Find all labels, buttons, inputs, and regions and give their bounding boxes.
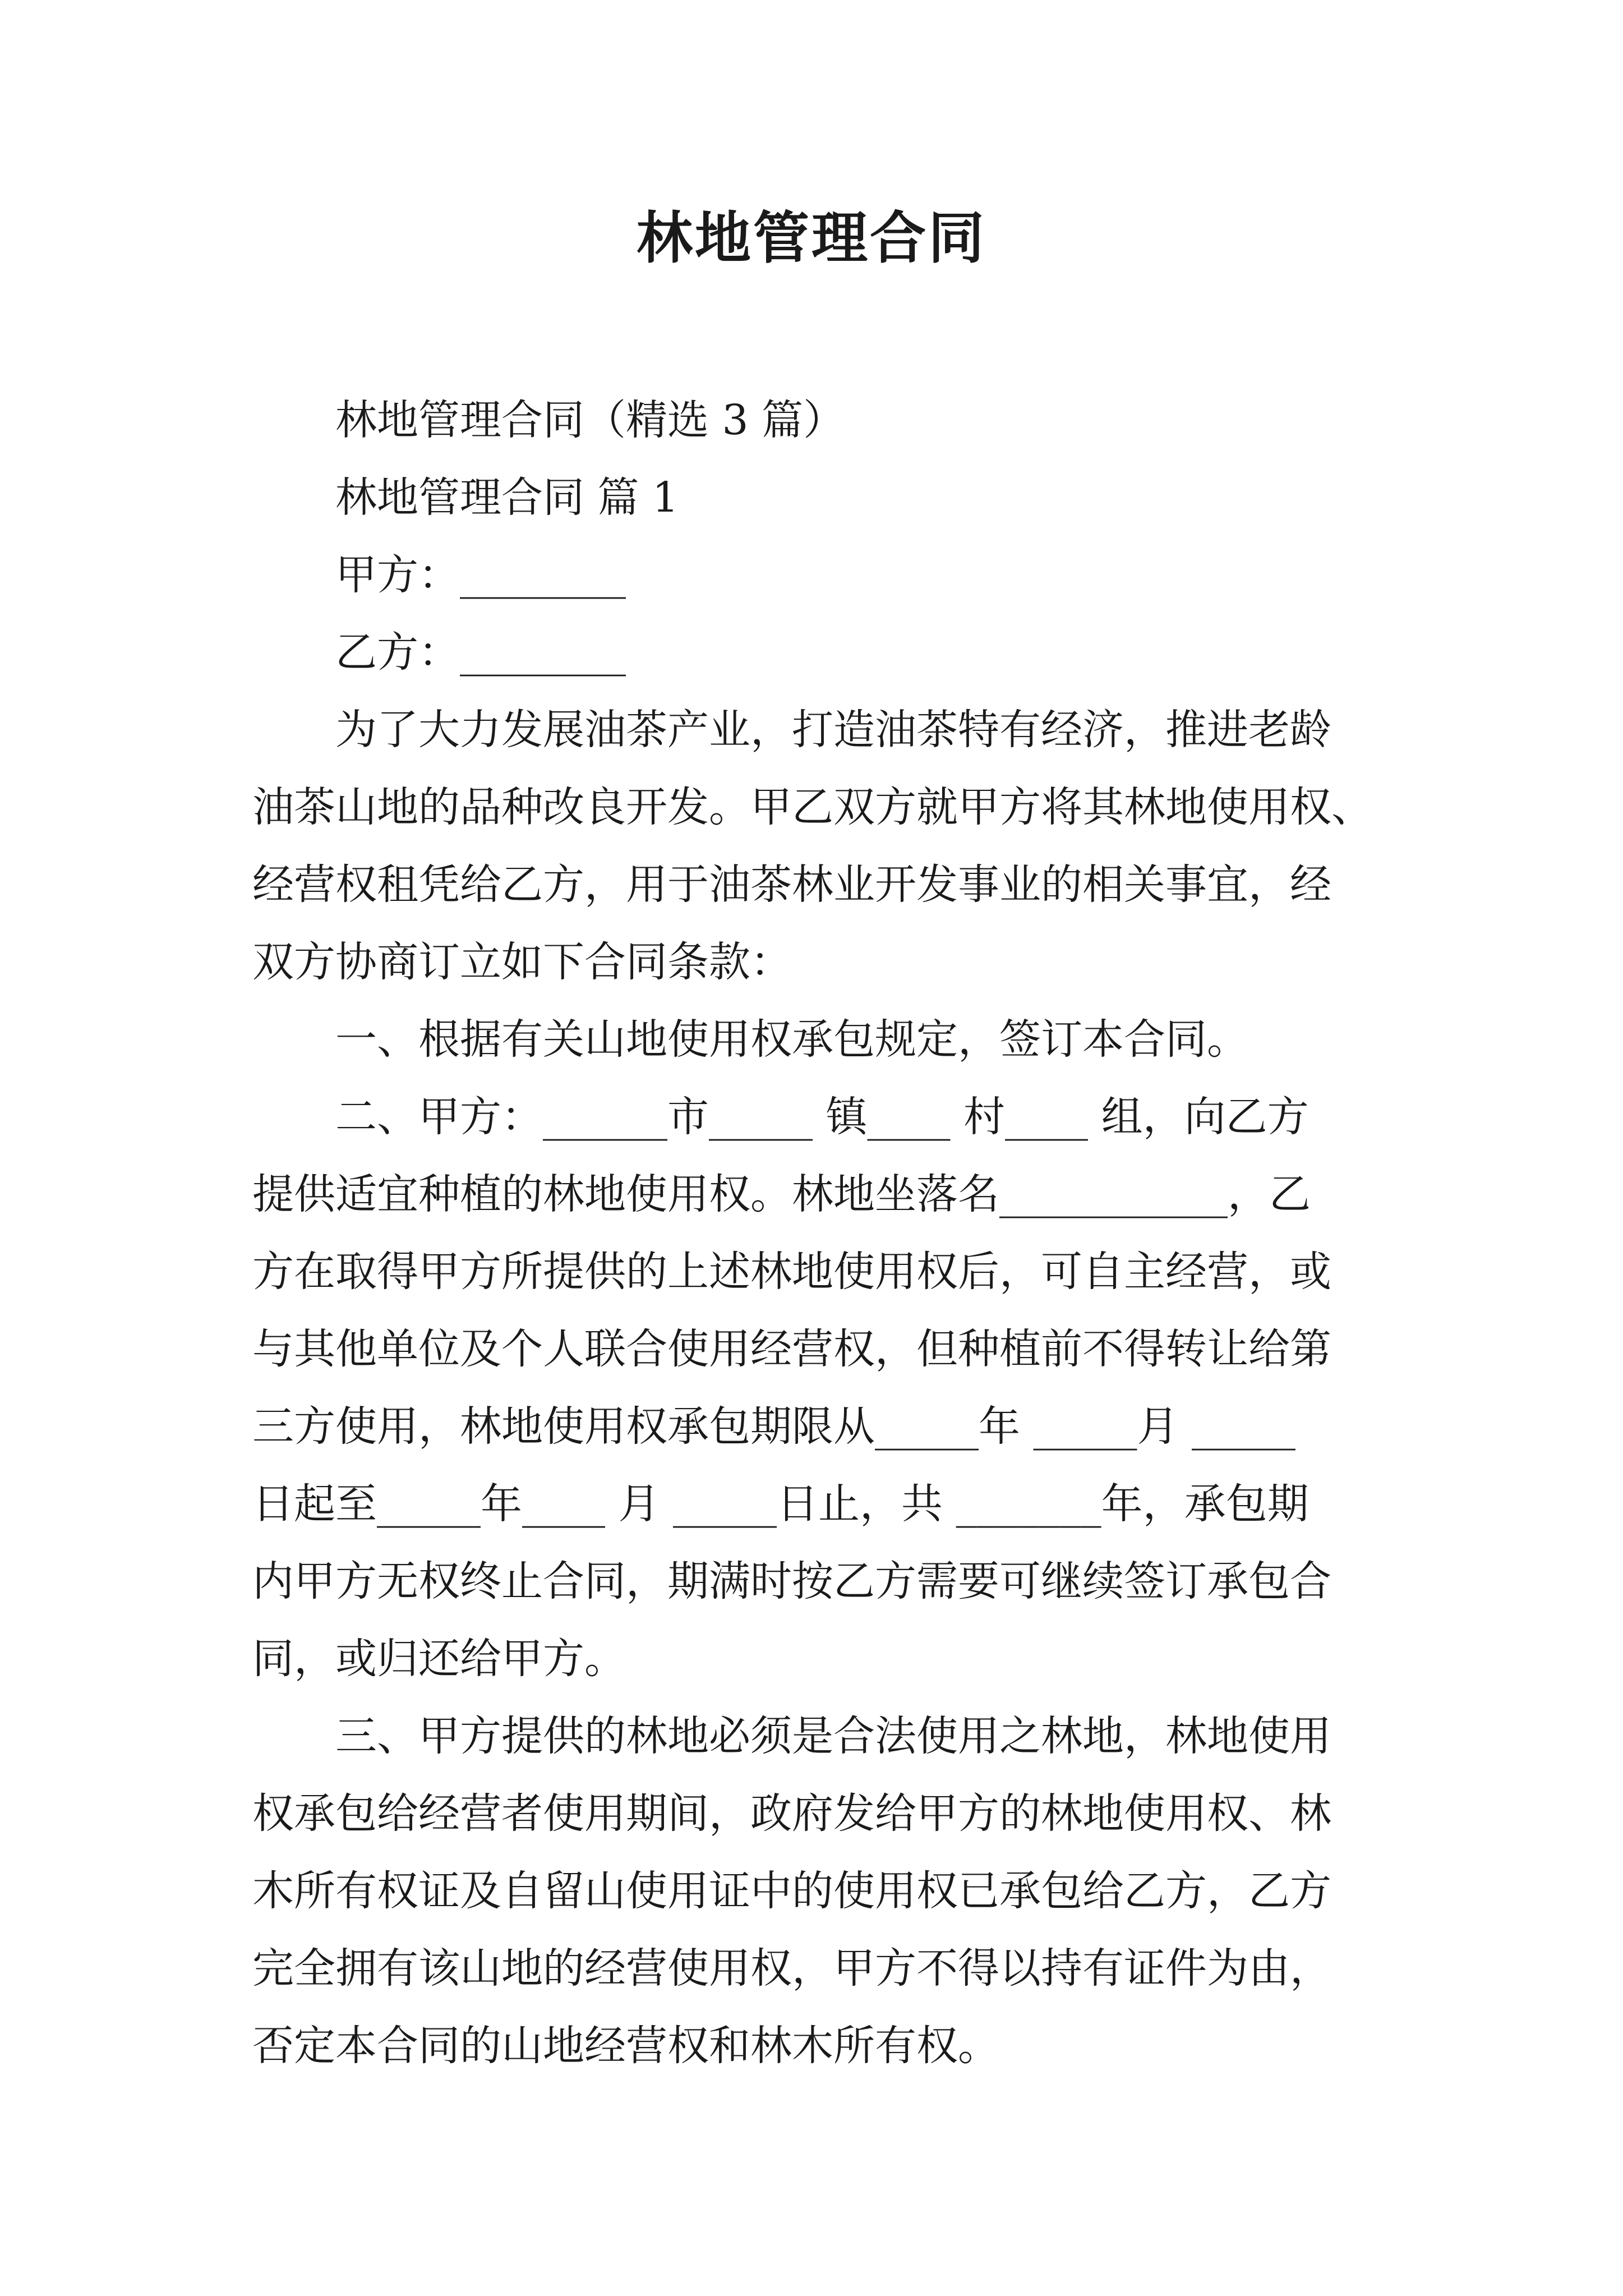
paragraph-line: 木所有权证及自留山使用证中的使用权已承包给乙方，乙方 <box>252 1867 1331 1915</box>
paragraph-line: 甲方：________ <box>335 551 626 599</box>
document-title: 林地管理合同 <box>637 205 986 271</box>
paragraph-line: 完全拥有该山地的经营使用权，甲方不得以持有证件为由， <box>252 1944 1331 1993</box>
paragraph-line: 林地管理合同（精选 3 篇） <box>335 396 845 444</box>
paragraph-line: 一、根据有关山地使用权承包规定，签订本合同。 <box>335 1015 1248 1064</box>
paragraph-line: 权承包给经营者使用期间，政府发给甲方的林地使用权、林 <box>252 1789 1331 1838</box>
paragraph-line: 方在取得甲方所提供的上述林地使用权后，可自主经营，或 <box>252 1248 1331 1296</box>
paragraph-line: 三、甲方提供的林地必须是合法使用之林地，林地使用 <box>335 1712 1331 1760</box>
paragraph-line: 同，或归还给甲方。 <box>252 1635 626 1683</box>
paragraph-line: 乙方：________ <box>335 628 626 677</box>
paragraph-line: 油茶山地的品种改良开发。甲乙双方就甲方将其林地使用权、 <box>252 783 1373 831</box>
paragraph-line: 双方协商订立如下合同条款： <box>252 938 792 986</box>
paragraph-line: 经营权租凭给乙方，用于油茶林业开发事业的相关事宜，经 <box>252 861 1331 909</box>
paragraph-line: 否定本合同的山地经营权和林木所有权。 <box>252 2022 999 2070</box>
paragraph-line: 提供适宜种植的林地使用权。林地坐落名___________，乙 <box>252 1170 1311 1218</box>
paragraph-line: 日起至_____年____ 月 _____日止，共 _______年，承包期 <box>252 1480 1309 1528</box>
paragraph-line: 二、甲方：______市_____ 镇____ 村____ 组，向乙方 <box>335 1093 1309 1141</box>
document-body <box>252 381 1380 2085</box>
paragraph-line: 与其他单位及个人联合使用经营权，但种植前不得转让给第 <box>252 1325 1331 1373</box>
paragraph-line: 林地管理合同 篇 1 <box>335 473 679 522</box>
paragraph-line: 内甲方无权终止合同，期满时按乙方需要可继续签订承包合 <box>252 1557 1331 1605</box>
paragraph-line: 三方使用，林地使用权承包期限从_____年 _____月 _____ <box>252 1402 1296 1451</box>
paragraph-line: 为了大力发展油茶产业，打造油茶特有经济，推进老龄 <box>335 706 1331 754</box>
